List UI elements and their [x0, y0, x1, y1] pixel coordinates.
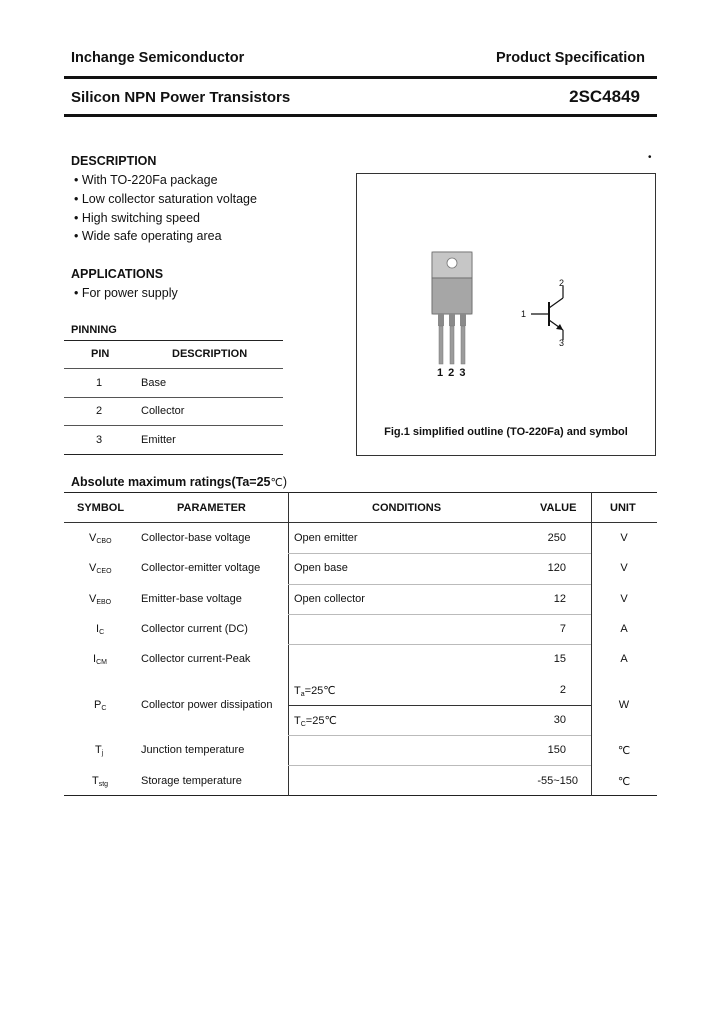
header-rule-bottom — [64, 114, 657, 117]
ratings-title-end: ) — [282, 475, 288, 489]
package-pin-numbers: 1 2 3 — [437, 367, 467, 379]
description-bullet: • Wide safe operating area — [74, 229, 222, 243]
rating-parameter: Collector-emitter voltage — [141, 562, 261, 574]
figure-caption: Fig.1 simplified outline (TO-220Fa) and symbol — [384, 426, 628, 438]
rating-symbol — [89, 532, 112, 545]
npn-transistor-symbol-icon — [523, 280, 579, 344]
rating-unit: A — [620, 623, 628, 635]
rating-value: 250 — [547, 532, 566, 544]
description-bullet: • Low collector saturation voltage — [74, 192, 257, 206]
symbol-label-base: 1 — [521, 309, 527, 319]
rating-unit: V — [620, 562, 628, 574]
ratings-rule — [288, 644, 591, 645]
rating-symbol — [89, 562, 112, 575]
rating-symbol-main: T — [95, 744, 102, 756]
applications-bullet: • For power supply — [74, 286, 178, 300]
rating-symbol — [94, 699, 106, 712]
ratings-rule — [288, 614, 591, 615]
ratings-header-unit: UNIT — [610, 502, 636, 514]
rating-symbol — [95, 744, 103, 757]
rating-value: 30 — [553, 714, 566, 726]
ratings-rule — [64, 522, 657, 523]
symbol-label-emitter: 3 — [559, 338, 565, 348]
rating-value: -55~150 — [537, 775, 578, 787]
figure-box — [356, 173, 656, 456]
symbol-label-collector: 2 — [559, 278, 565, 288]
pinning-pin-number: 3 — [96, 434, 103, 446]
rating-unit: ℃ — [617, 745, 631, 757]
product-line: Silicon NPN Power Transistors — [71, 89, 291, 106]
ratings-header-value: VALUE — [540, 502, 577, 514]
ratings-rule — [64, 492, 657, 493]
rating-value: 120 — [547, 562, 566, 574]
ratings-rule — [288, 765, 591, 766]
pinning-pin-description: Base — [141, 377, 167, 389]
condition-sub: C — [300, 721, 306, 728]
rating-parameter: Junction temperature — [141, 744, 245, 756]
pinning-rule — [64, 368, 283, 369]
rating-parameter: Emitter-base voltage — [141, 593, 242, 605]
rating-symbol-sub: CEO — [96, 568, 112, 575]
rating-value: 150 — [547, 744, 566, 756]
rating-symbol-main: P — [94, 699, 102, 711]
rating-symbol — [96, 623, 104, 636]
pinning-title: PINNING — [71, 324, 117, 336]
pinning-rule — [64, 397, 283, 398]
company-name: Inchange Semiconductor — [71, 50, 245, 66]
rating-symbol-main: I — [96, 623, 100, 635]
rating-symbol — [93, 653, 107, 666]
rating-unit: V — [620, 532, 628, 544]
part-number: 2SC4849 — [569, 87, 640, 106]
pinning-pin-description: Collector — [141, 405, 185, 417]
rating-unit: A — [620, 653, 628, 665]
ratings-rule — [288, 735, 591, 736]
condition-rest: =25℃ — [304, 685, 336, 697]
pinning-rule — [64, 340, 283, 341]
condition-sub: a — [300, 691, 305, 698]
condition-rest: =25℃ — [305, 715, 337, 727]
rating-symbol-sub: CM — [96, 659, 107, 666]
rating-parameter: Collector current-Peak — [141, 653, 251, 665]
ratings-header-parameter: PARAMETER — [177, 502, 246, 514]
condition-main: T — [294, 685, 301, 697]
rating-symbol-main: V — [89, 593, 97, 605]
doc-type: Product Specification — [495, 50, 645, 66]
rating-condition: Open base — [294, 562, 348, 574]
rating-symbol-main: V — [89, 532, 97, 544]
pinning-pin-description: Emitter — [141, 434, 176, 446]
rating-unit: W — [618, 699, 630, 711]
rating-condition: Open collector — [294, 593, 365, 605]
rating-symbol — [89, 593, 111, 606]
figure-dot: • — [648, 152, 652, 163]
condition-main: T — [294, 715, 301, 727]
ratings-title-unit: ℃ — [270, 477, 283, 489]
rating-parameter: Collector-base voltage — [141, 532, 251, 544]
ratings-rule — [288, 584, 591, 585]
ratings-header-conditions: CONDITIONS — [372, 502, 442, 514]
description-bullet: • With TO-220Fa package — [74, 173, 218, 187]
rating-unit: V — [620, 593, 628, 605]
rating-symbol-sub: stg — [98, 781, 109, 788]
rating-condition — [294, 714, 337, 728]
ratings-title — [71, 475, 287, 489]
pinning-pin-number: 2 — [96, 405, 103, 417]
rating-symbol-main: I — [93, 653, 97, 665]
rating-symbol-sub: EBO — [96, 599, 112, 606]
description-title: DESCRIPTION — [71, 154, 157, 168]
rating-value: 15 — [553, 653, 566, 665]
rating-symbol-main: T — [92, 775, 99, 787]
pinning-header-description: DESCRIPTION — [172, 348, 248, 360]
rating-value: 2 — [559, 684, 566, 696]
pinning-header-pin: PIN — [91, 348, 110, 360]
rating-symbol — [92, 775, 108, 788]
rating-unit: ℃ — [617, 776, 631, 788]
ratings-rule — [288, 553, 591, 554]
rating-value: 12 — [553, 593, 566, 605]
rating-symbol-sub: j — [101, 750, 104, 757]
pinning-pin-number: 1 — [96, 377, 103, 389]
rating-parameter: Collector power dissipation — [141, 699, 273, 711]
rating-parameter: Storage temperature — [141, 775, 242, 787]
ratings-rule — [64, 795, 657, 796]
description-bullet: • High switching speed — [74, 211, 200, 225]
rating-condition — [294, 684, 336, 698]
ratings-header-symbol: SYMBOL — [77, 502, 125, 514]
rating-symbol-sub: CBO — [96, 538, 112, 545]
ratings-rule — [288, 705, 591, 706]
rating-condition: Open emitter — [294, 532, 358, 544]
applications-title: APPLICATIONS — [71, 267, 164, 281]
rating-symbol-sub: C — [99, 629, 105, 636]
pinning-rule — [64, 425, 283, 426]
rating-value: 7 — [559, 623, 566, 635]
header-rule-top — [64, 76, 657, 79]
rating-symbol-sub: C — [101, 705, 107, 712]
ratings-title-main: Absolute maximum ratings(Ta=25 — [71, 475, 271, 489]
pinning-rule — [64, 454, 283, 455]
rating-symbol-main: V — [89, 562, 97, 574]
rating-parameter: Collector current (DC) — [141, 623, 248, 635]
to220fa-package-icon — [427, 248, 477, 366]
